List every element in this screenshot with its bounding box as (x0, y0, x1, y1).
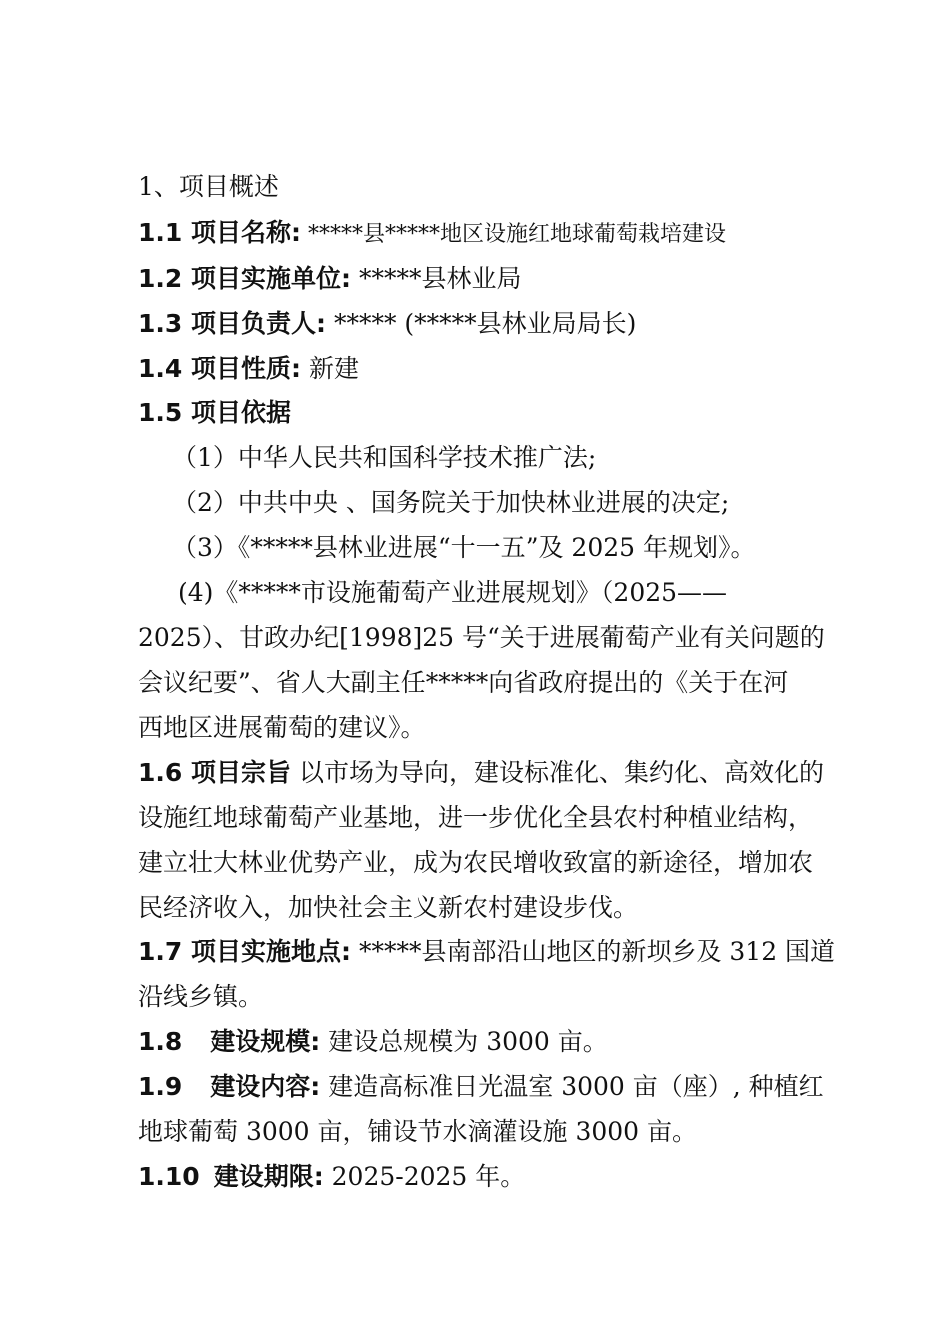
item-label: 1.2 项目实施单位: (138, 264, 351, 293)
item-number: 1.8 (138, 1027, 183, 1056)
item-project-purpose (138, 756, 824, 790)
basis-list-continuation: 2025）、甘政办纪[1998]25 号“关于进展葡萄产业有关问题的 (138, 623, 825, 652)
basis-list-item: （2）中共中央 、国务院关于加快林业进展的决定; (172, 488, 730, 517)
item-construction-content (138, 1070, 824, 1104)
purpose-line: 建立壮大林业优势产业，成为农民增收致富的新途径，增加农 (138, 848, 814, 877)
item-value: 2025-2025 年。 (323, 1162, 526, 1191)
item-value: 建造高标准日光温室 3000 亩（座）, 种植红 (320, 1072, 824, 1101)
item-construction-scale (138, 1025, 608, 1059)
purpose-line: 民经济收入，加快社会主义新农村建设步伐。 (138, 893, 639, 922)
item-number: 1.9 (138, 1072, 183, 1101)
item-label: 1.1 项目名称: (138, 218, 301, 247)
item-construction-period (138, 1160, 525, 1194)
item-label: 1.7 项目实施地点: (138, 937, 351, 966)
item-label: 1.3 项目负责人: (138, 309, 326, 338)
purpose-line: 设施红地球葡萄产业基地，进一步优化全县农村种植业结构， (138, 803, 814, 832)
item-label: 1.4 项目性质: (138, 354, 301, 383)
item-value: 建设总规模为 3000 亩。 (320, 1027, 608, 1056)
item-label: 1.5 项目依据 (138, 398, 291, 427)
item-implementing-unit (138, 262, 521, 296)
basis-list-item: （1）中华人民共和国科学技术推广法; (172, 443, 597, 472)
item-number: 1.10 (138, 1162, 200, 1191)
item-label: 1.6 项目宗旨 (138, 758, 291, 787)
item-value: ***** (*****县林业局局长) (326, 309, 637, 338)
basis-list-continuation: 会议纪要”、省人大副主任*****向省政府提出的《关于在河 (138, 668, 789, 697)
item-value: *****县*****地区设施红地球葡萄栽培建设 (301, 222, 726, 247)
item-label: 建设规模: (210, 1027, 321, 1056)
basis-list-item: (4)《*****市设施葡萄产业进展规划》（2025—— (178, 578, 728, 607)
basis-list-continuation: 西地区进展葡萄的建议》。 (138, 713, 426, 742)
item-project-nature (138, 352, 359, 386)
item-project-name (138, 216, 726, 250)
item-project-leader (138, 307, 636, 341)
item-project-basis (138, 396, 291, 430)
item-project-location (138, 935, 835, 969)
item-value: *****县林业局 (351, 264, 522, 293)
item-label: 建设期限: (213, 1162, 324, 1191)
basis-list-item: （3）《*****县林业进展“十一五”及 2025 年规划》。 (172, 533, 756, 562)
item-value: 以市场为导向，建设标准化、集约化、高效化的 (291, 758, 824, 787)
item-label: 建设内容: (210, 1072, 321, 1101)
location-line: 沿线乡镇。 (138, 982, 264, 1011)
item-value: 新建 (301, 354, 359, 383)
item-value: *****县南部沿山地区的新坝乡及 312 国道 (351, 937, 836, 966)
content-line: 地球葡萄 3000 亩，铺设节水滴灌设施 3000 亩。 (138, 1117, 698, 1146)
section-title: 1、项目概述 (138, 172, 279, 201)
